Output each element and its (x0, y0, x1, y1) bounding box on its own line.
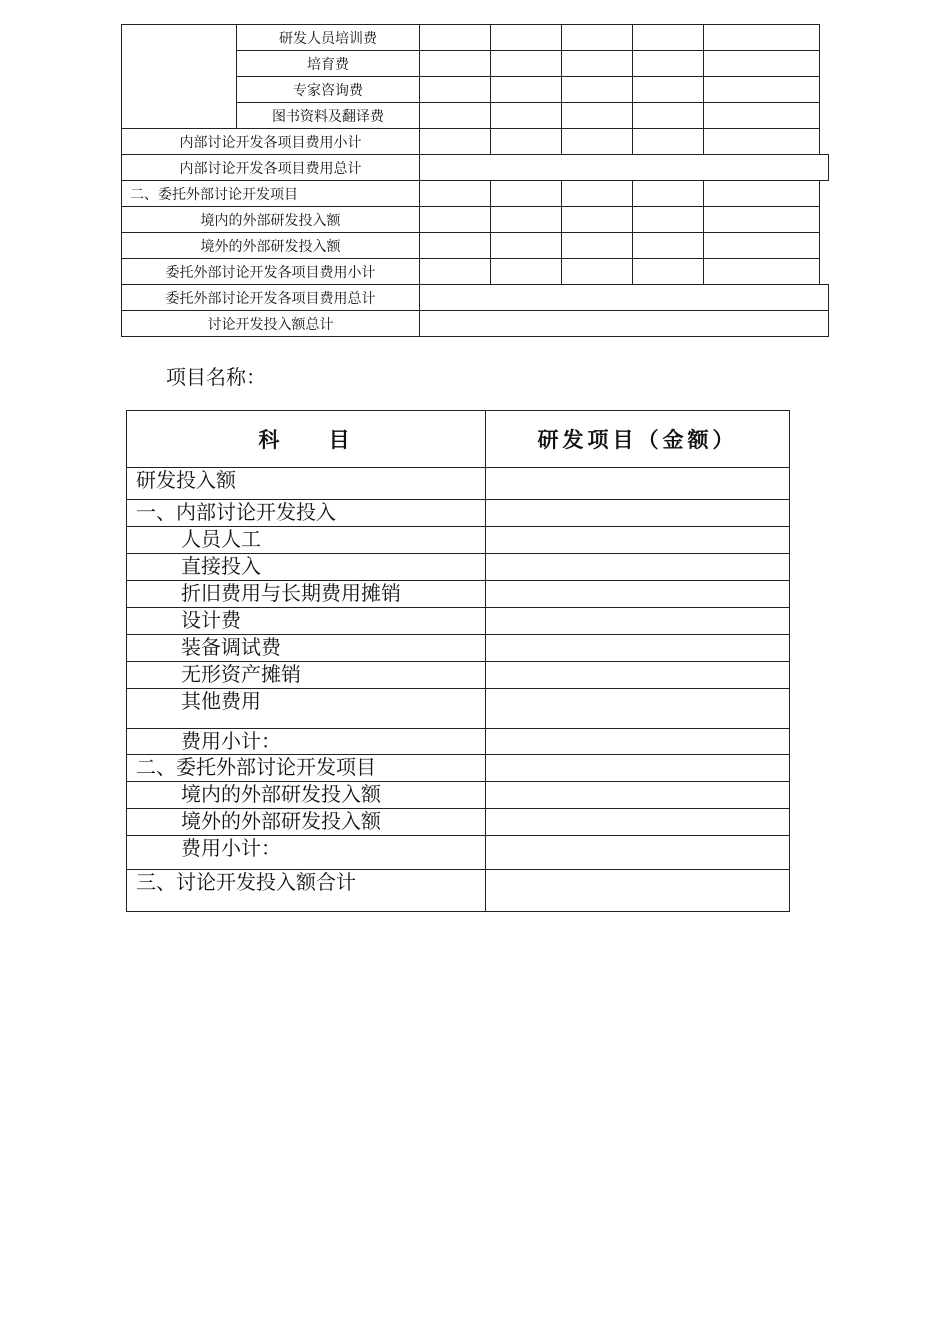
row-label: 内部讨论开发各项目费用总计 (122, 155, 420, 181)
section-label: 一、内部讨论开发投入 (127, 500, 486, 527)
value-cell[interactable] (704, 51, 820, 77)
value-cell[interactable] (420, 259, 491, 285)
value-cell[interactable] (633, 77, 704, 103)
table-row (122, 233, 829, 259)
value-cell[interactable] (633, 129, 704, 155)
amount-cell[interactable] (486, 527, 790, 554)
amount-cell[interactable] (486, 782, 790, 809)
table-row (127, 527, 790, 554)
row-label: 折旧费用与长期费用摊销 (127, 581, 486, 608)
value-cell[interactable] (491, 129, 562, 155)
value-cell[interactable] (420, 25, 491, 51)
value-cell[interactable] (633, 259, 704, 285)
amount-cell[interactable] (486, 729, 790, 755)
value-cell[interactable] (704, 103, 820, 129)
row-label: 直接投入 (127, 554, 486, 581)
amount-cell[interactable] (486, 581, 790, 608)
row-label: 无形资产摊销 (127, 662, 486, 689)
table-row (122, 155, 829, 181)
total-value-cell[interactable] (420, 285, 829, 311)
value-cell[interactable] (704, 25, 820, 51)
value-cell[interactable] (562, 25, 633, 51)
table-row (127, 554, 790, 581)
row-label: 境外的外部研发投入额 (127, 809, 486, 836)
value-cell[interactable] (704, 181, 820, 207)
value-cell[interactable] (491, 207, 562, 233)
table-row (127, 870, 790, 912)
row-label: 专家咨询费 (237, 77, 420, 103)
section-label: 二、委托外部讨论开发项目 (127, 755, 486, 782)
amount-cell[interactable] (486, 689, 790, 729)
table-row (127, 635, 790, 662)
section-label: 二、委托外部讨论开发项目 (122, 181, 420, 207)
table-row (122, 25, 829, 51)
value-cell[interactable] (633, 25, 704, 51)
value-cell[interactable] (491, 181, 562, 207)
total-label: 三、讨论开发投入额合计 (127, 870, 486, 912)
value-cell[interactable] (420, 103, 491, 129)
subtotal-label: 费用小计： (127, 836, 486, 870)
amount-cell[interactable] (486, 468, 790, 500)
value-cell[interactable] (562, 51, 633, 77)
value-cell[interactable] (491, 77, 562, 103)
row-label: 研发人员培训费 (237, 25, 420, 51)
amount-cell[interactable] (486, 870, 790, 912)
value-cell[interactable] (491, 51, 562, 77)
table-row (127, 581, 790, 608)
row-label: 培育费 (237, 51, 420, 77)
table-row (127, 729, 790, 755)
row-label: 人员人工 (127, 527, 486, 554)
table-row (122, 181, 829, 207)
value-cell[interactable] (633, 181, 704, 207)
value-cell[interactable] (420, 181, 491, 207)
table-row (122, 285, 829, 311)
amount-cell[interactable] (486, 755, 790, 782)
total-value-cell[interactable] (420, 311, 829, 337)
table-row (127, 782, 790, 809)
amount-cell[interactable] (486, 554, 790, 581)
table-row (127, 468, 790, 500)
value-cell[interactable] (562, 207, 633, 233)
table-row (122, 129, 829, 155)
amount-cell[interactable] (486, 635, 790, 662)
value-cell[interactable] (704, 233, 820, 259)
table-row (127, 608, 790, 635)
merged-category-cell (122, 25, 237, 129)
table-row (122, 311, 829, 337)
row-label: 图书资料及翻译费 (237, 103, 420, 129)
value-cell[interactable] (420, 207, 491, 233)
value-cell[interactable] (420, 77, 491, 103)
value-cell[interactable] (633, 51, 704, 77)
value-cell[interactable] (562, 129, 633, 155)
row-label: 境外的外部研发投入额 (122, 233, 420, 259)
value-cell[interactable] (633, 103, 704, 129)
amount-cell[interactable] (486, 836, 790, 870)
value-cell[interactable] (491, 25, 562, 51)
table-row (127, 500, 790, 527)
row-label: 境内的外部研发投入额 (122, 207, 420, 233)
header-row (127, 411, 790, 468)
project-expense-table (126, 410, 790, 912)
row-label: 装备调试费 (127, 635, 486, 662)
value-cell[interactable] (704, 259, 820, 285)
total-value-cell[interactable] (420, 155, 829, 181)
value-cell[interactable] (420, 129, 491, 155)
project-amount-header: 研发项目（金额） (486, 411, 790, 468)
table-row (127, 689, 790, 729)
top-expense-table (121, 24, 829, 337)
value-cell[interactable] (562, 77, 633, 103)
project-name-label: 项目名称： (166, 365, 266, 389)
table-row (122, 259, 829, 285)
value-cell[interactable] (704, 77, 820, 103)
value-cell[interactable] (491, 259, 562, 285)
table-row (127, 836, 790, 870)
value-cell[interactable] (633, 233, 704, 259)
amount-cell[interactable] (486, 500, 790, 527)
value-cell[interactable] (633, 207, 704, 233)
value-cell[interactable] (562, 181, 633, 207)
row-label: 研发投入额 (127, 468, 486, 500)
table-row (127, 662, 790, 689)
row-label: 其他费用 (127, 689, 486, 729)
subtotal-label: 费用小计： (127, 729, 486, 755)
amount-cell[interactable] (486, 608, 790, 635)
subject-header: 科 目 (127, 411, 486, 468)
value-cell[interactable] (562, 233, 633, 259)
value-cell[interactable] (704, 207, 820, 233)
value-cell[interactable] (420, 51, 491, 77)
row-label: 委托外部讨论开发各项目费用总计 (122, 285, 420, 311)
value-cell[interactable] (562, 259, 633, 285)
value-cell[interactable] (491, 103, 562, 129)
amount-cell[interactable] (486, 809, 790, 836)
row-label: 委托外部讨论开发各项目费用小计 (122, 259, 420, 285)
table-row (127, 809, 790, 836)
value-cell[interactable] (491, 233, 562, 259)
value-cell[interactable] (562, 103, 633, 129)
value-cell[interactable] (420, 233, 491, 259)
table-row (127, 755, 790, 782)
row-label: 境内的外部研发投入额 (127, 782, 486, 809)
row-label: 设计费 (127, 608, 486, 635)
value-cell[interactable] (704, 129, 820, 155)
table-row (122, 207, 829, 233)
row-label: 内部讨论开发各项目费用小计 (122, 129, 420, 155)
row-label: 讨论开发投入额总计 (122, 311, 420, 337)
amount-cell[interactable] (486, 662, 790, 689)
